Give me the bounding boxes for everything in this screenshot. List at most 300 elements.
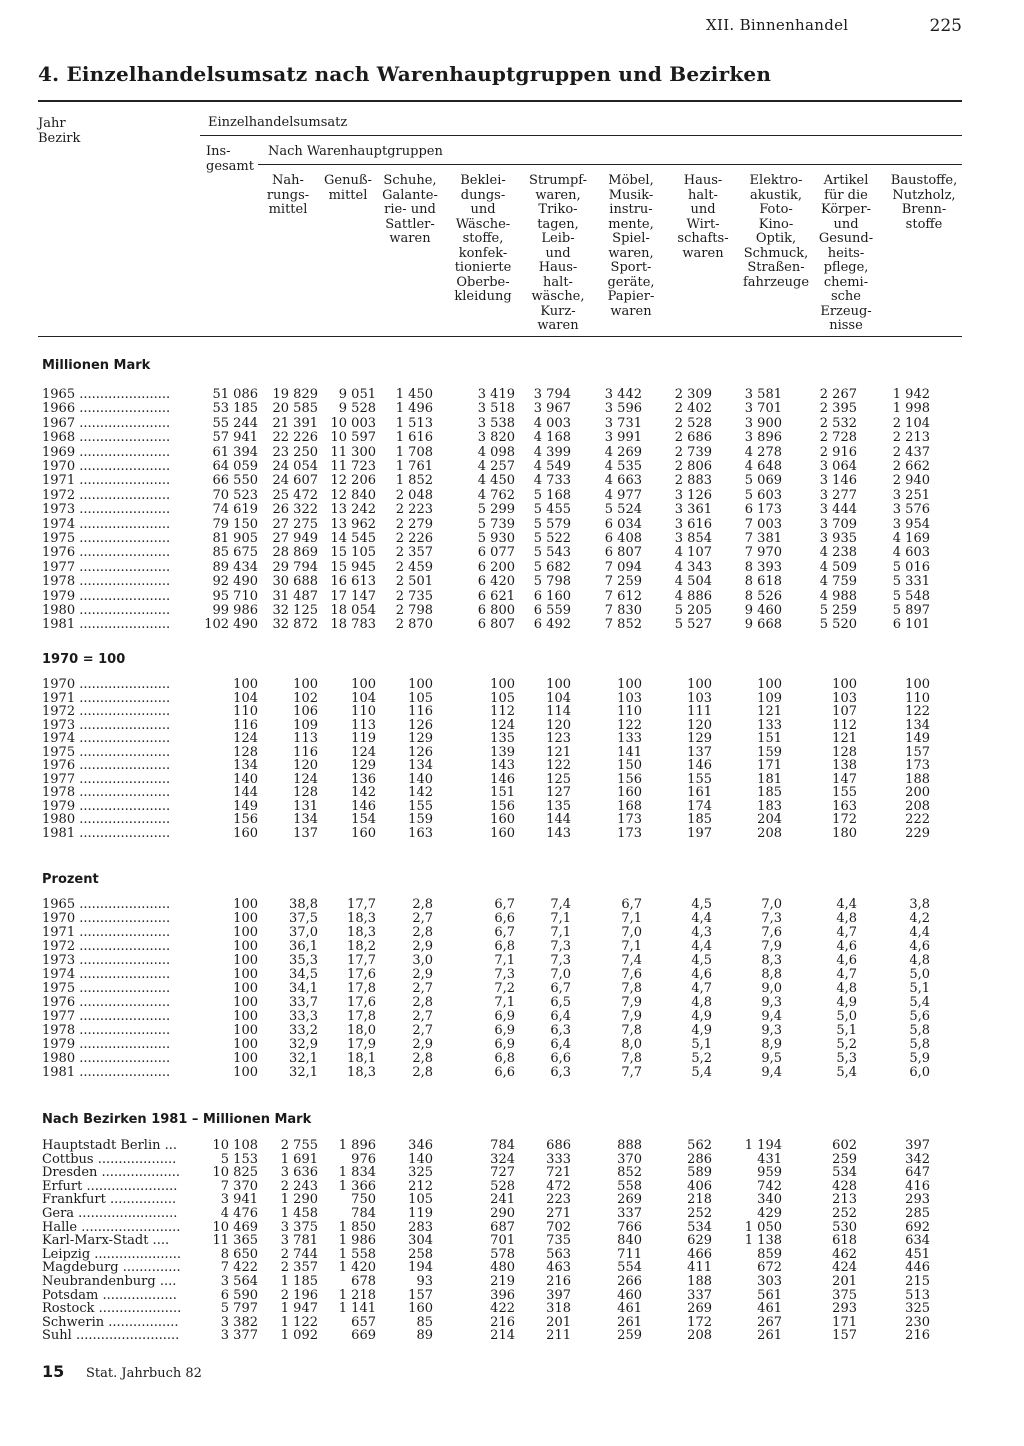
table-cell: 10 108 xyxy=(212,1138,258,1153)
table-cell: 128 xyxy=(832,744,857,760)
row-label: 1972 ...................... xyxy=(42,705,171,719)
table-cell: 293 xyxy=(905,1192,930,1208)
column-header-8: Haus- halt- und Wirt- schafts- waren xyxy=(677,173,729,261)
table-cell: 8,3 xyxy=(761,953,782,968)
table-cell: 4,3 xyxy=(691,925,712,940)
table-cell: 119 xyxy=(408,1206,433,1221)
table-cell: 3,0 xyxy=(412,953,433,968)
table-cell: 11 723 xyxy=(330,459,376,474)
table-cell: 129 xyxy=(408,731,433,746)
table-cell: 558 xyxy=(617,1178,642,1194)
row-label: Gera ........................ xyxy=(42,1207,178,1221)
row-label: 1971 ...................... xyxy=(42,474,171,489)
table-cell: 5 153 xyxy=(220,1151,258,1167)
table-cell: 629 xyxy=(687,1233,712,1249)
table-cell: 2 755 xyxy=(280,1138,318,1153)
row-label: Frankfurt ................ xyxy=(42,1193,177,1208)
table-cell: 18 054 xyxy=(330,603,376,618)
table-cell: 12 206 xyxy=(330,473,376,489)
table-cell: 4 169 xyxy=(892,531,930,546)
table-row xyxy=(0,388,1024,402)
table-cell: 17,9 xyxy=(347,1037,376,1052)
table-cell: 4,4 xyxy=(836,897,857,912)
table-cell: 201 xyxy=(546,1314,571,1330)
table-cell: 124 xyxy=(490,717,515,733)
subgroup-header: Nach Warenhauptgruppen xyxy=(268,144,443,159)
table-cell: 6,7 xyxy=(494,925,515,940)
table-cell: 2 226 xyxy=(395,531,433,546)
table-cell: 701 xyxy=(490,1233,515,1249)
table-cell: 32 872 xyxy=(272,617,318,633)
row-label: 1978 ...................... xyxy=(42,1024,171,1038)
table-cell: 6 590 xyxy=(220,1287,258,1303)
table-cell: 229 xyxy=(905,825,930,841)
table-cell: 116 xyxy=(293,744,318,760)
table-cell: 1 834 xyxy=(338,1165,376,1181)
table-cell: 3 375 xyxy=(280,1219,318,1235)
table-cell: 5 069 xyxy=(744,473,782,489)
table-row xyxy=(0,1207,1024,1221)
row-label: 1973 ...................... xyxy=(42,503,171,518)
table-cell: 129 xyxy=(351,758,376,773)
table-row xyxy=(0,954,1024,968)
table-cell: 122 xyxy=(617,717,642,733)
table-cell: 589 xyxy=(687,1165,712,1181)
table-cell: 7 370 xyxy=(220,1178,258,1194)
header-bottom-rule xyxy=(38,336,962,337)
table-cell: 32,9 xyxy=(289,1037,318,1052)
table-cell: 480 xyxy=(490,1260,515,1276)
table-cell: 160 xyxy=(617,785,642,800)
table-cell: 3 596 xyxy=(604,401,642,417)
table-cell: 100 xyxy=(233,897,258,912)
table-cell: 2,8 xyxy=(412,925,433,940)
table-cell: 241 xyxy=(490,1192,515,1208)
table-cell: 8 618 xyxy=(744,574,782,590)
table-cell: 346 xyxy=(408,1138,433,1153)
table-cell: 113 xyxy=(293,731,318,746)
table-cell: 5,4 xyxy=(691,1065,712,1080)
table-cell: 143 xyxy=(546,825,571,841)
table-cell: 7,8 xyxy=(621,1051,642,1066)
table-cell: 146 xyxy=(351,798,376,814)
table-cell: 6 420 xyxy=(477,574,515,590)
table-cell: 2,9 xyxy=(412,1037,433,1052)
table-cell: 163 xyxy=(832,798,857,814)
table-cell: 85 675 xyxy=(212,545,258,561)
table-cell: 6,8 xyxy=(494,939,515,954)
table-cell: 2,8 xyxy=(412,897,433,912)
table-cell: 100 xyxy=(490,677,515,692)
table-cell: 6 807 xyxy=(477,617,515,633)
table-cell: 100 xyxy=(233,677,258,692)
table-cell: 9,3 xyxy=(761,1023,782,1038)
table-cell: 109 xyxy=(293,717,318,733)
table-cell: 530 xyxy=(832,1219,857,1235)
table-cell: 396 xyxy=(490,1287,515,1303)
group-header: Einzelhandelsumsatz xyxy=(208,115,348,130)
row-label: 1980 ...................... xyxy=(42,1052,171,1066)
table-cell: 6,9 xyxy=(494,1023,515,1038)
table-cell: 2 501 xyxy=(395,574,433,590)
table-cell: 215 xyxy=(905,1274,930,1289)
table-row xyxy=(0,898,1024,912)
table-cell: 6,3 xyxy=(550,1023,571,1038)
table-cell: 19 829 xyxy=(272,387,318,402)
table-cell: 6 559 xyxy=(533,603,571,618)
table-cell: 160 xyxy=(351,825,376,841)
table-cell: 4 762 xyxy=(477,487,515,503)
table-cell: 5,1 xyxy=(836,1023,857,1038)
table-cell: 181 xyxy=(757,771,782,787)
table-cell: 6,7 xyxy=(494,897,515,912)
table-cell: 3 781 xyxy=(280,1233,318,1249)
table-cell: 2 739 xyxy=(674,444,712,460)
table-cell: 4,2 xyxy=(909,911,930,926)
table-cell: 3 146 xyxy=(819,473,857,489)
table-cell: 157 xyxy=(832,1328,857,1344)
table-cell: 134 xyxy=(293,812,318,827)
table-cell: 1 947 xyxy=(280,1301,318,1317)
table-cell: 2 459 xyxy=(395,559,433,575)
table-cell: 100 xyxy=(832,677,857,692)
table-cell: 27 949 xyxy=(272,531,318,546)
table-cell: 135 xyxy=(546,798,571,814)
table-cell: 4,6 xyxy=(909,939,930,954)
row-label: 1977 ...................... xyxy=(42,560,171,575)
table-cell: 103 xyxy=(687,690,712,706)
table-row xyxy=(0,705,1024,719)
row-label: Neubrandenburg .... xyxy=(42,1275,177,1289)
table-cell: 109 xyxy=(757,690,782,706)
table-cell: 513 xyxy=(905,1287,930,1303)
table-cell: 286 xyxy=(687,1151,712,1167)
table-cell: 212 xyxy=(408,1178,433,1194)
table-row xyxy=(0,1052,1024,1066)
table-cell: 4 759 xyxy=(819,574,857,590)
stub-header: Jahr Bezirk xyxy=(38,116,81,146)
table-cell: 721 xyxy=(546,1165,571,1181)
table-row xyxy=(0,604,1024,618)
table-row xyxy=(0,940,1024,954)
column-header-11: Baustoffe, Nutzholz, Brenn- stoffe xyxy=(890,173,958,232)
table-cell: 5,3 xyxy=(836,1051,857,1066)
table-cell: 188 xyxy=(905,771,930,787)
table-cell: 3 251 xyxy=(892,487,930,503)
table-cell: 3 419 xyxy=(477,387,515,402)
table-cell: 5 930 xyxy=(477,531,515,546)
table-cell: 4,9 xyxy=(836,995,857,1010)
row-label: 1965 ...................... xyxy=(42,898,171,912)
table-cell: 5,0 xyxy=(909,967,930,982)
table-cell: 340 xyxy=(757,1192,782,1208)
table-cell: 6,6 xyxy=(550,1051,571,1066)
table-cell: 111 xyxy=(687,704,712,719)
table-cell: 32 125 xyxy=(272,603,318,618)
table-cell: 183 xyxy=(757,798,782,814)
table-row xyxy=(0,786,1024,800)
table-cell: 3 941 xyxy=(220,1192,258,1208)
table-cell: 7,3 xyxy=(550,953,571,968)
row-label: 1965 ...................... xyxy=(42,388,171,402)
row-label: 1972 ...................... xyxy=(42,940,171,954)
table-cell: 2,7 xyxy=(412,911,433,926)
table-cell: 131 xyxy=(293,798,318,814)
table-cell: 112 xyxy=(490,704,515,719)
table-cell: 140 xyxy=(233,771,258,787)
column-header-1: Ins- gesamt xyxy=(206,144,254,174)
table-cell: 7 422 xyxy=(220,1260,258,1276)
table-cell: 2 279 xyxy=(395,516,433,532)
table-cell: 7,1 xyxy=(494,953,515,968)
table-cell: 136 xyxy=(351,771,376,787)
table-cell: 137 xyxy=(687,744,712,760)
table-cell: 9,4 xyxy=(761,1065,782,1080)
table-cell: 4 504 xyxy=(674,574,712,590)
table-cell: 852 xyxy=(617,1165,642,1181)
table-cell: 100 xyxy=(757,677,782,692)
table-cell: 4 603 xyxy=(892,545,930,561)
table-row xyxy=(0,489,1024,503)
table-cell: 119 xyxy=(351,731,376,746)
table-cell: 2,7 xyxy=(412,981,433,996)
table-cell: 31 487 xyxy=(272,588,318,604)
table-cell: 1 092 xyxy=(280,1328,318,1344)
table-cell: 4 107 xyxy=(674,545,712,561)
table-cell: 140 xyxy=(408,771,433,787)
table-cell: 5 603 xyxy=(744,487,782,503)
row-label: 1970 ...................... xyxy=(42,460,171,474)
table-cell: 1 141 xyxy=(338,1301,376,1317)
table-cell: 4 238 xyxy=(819,545,857,561)
table-cell: 15 105 xyxy=(330,545,376,561)
table-cell: 7 381 xyxy=(744,531,782,546)
table-cell: 74 619 xyxy=(212,502,258,518)
table-cell: 2 213 xyxy=(892,430,930,446)
table-cell: 138 xyxy=(832,758,857,773)
table-cell: 32,1 xyxy=(289,1065,318,1080)
table-cell: 155 xyxy=(408,798,433,814)
table-cell: 116 xyxy=(233,717,258,733)
table-cell: 154 xyxy=(351,812,376,827)
table-cell: 7,9 xyxy=(621,995,642,1010)
table-cell: 18,1 xyxy=(347,1051,376,1066)
table-cell: 5,4 xyxy=(836,1065,857,1080)
table-cell: 134 xyxy=(905,717,930,733)
table-cell: 461 xyxy=(617,1301,642,1317)
table-cell: 4 168 xyxy=(533,430,571,446)
row-label: 1976 ...................... xyxy=(42,759,171,773)
table-cell: 5,6 xyxy=(909,1009,930,1024)
table-row xyxy=(0,926,1024,940)
table-cell: 8 393 xyxy=(744,559,782,575)
table-cell: 188 xyxy=(687,1274,712,1289)
table-cell: 4 278 xyxy=(744,444,782,460)
table-cell: 137 xyxy=(293,825,318,841)
row-label: 1978 ...................... xyxy=(42,786,171,800)
column-header-5: Beklei- dungs- und Wäsche- stoffe, konfek- tionierte Oberbe- kleidung xyxy=(454,173,512,304)
table-cell: 258 xyxy=(408,1246,433,1262)
table-cell: 66 550 xyxy=(212,473,258,489)
table-cell: 561 xyxy=(757,1287,782,1303)
table-cell: 5,1 xyxy=(691,1037,712,1052)
table-cell: 173 xyxy=(617,812,642,827)
table-cell: 269 xyxy=(687,1301,712,1317)
table-cell: 2 357 xyxy=(280,1260,318,1276)
table-cell: 325 xyxy=(408,1165,433,1181)
table-cell: 840 xyxy=(617,1233,642,1249)
table-row xyxy=(0,678,1024,692)
table-cell: 12 840 xyxy=(330,487,376,503)
table-cell: 204 xyxy=(757,812,782,827)
row-label: 1974 ...................... xyxy=(42,732,171,746)
table-cell: 142 xyxy=(351,785,376,800)
table-cell: 5,1 xyxy=(909,981,930,996)
table-cell: 462 xyxy=(832,1246,857,1262)
table-cell: 9 051 xyxy=(338,387,376,402)
table-cell: 269 xyxy=(617,1192,642,1208)
table-cell: 14 545 xyxy=(330,531,376,546)
table-cell: 11 365 xyxy=(212,1233,258,1249)
column-header-3: Genuß- mittel xyxy=(324,173,372,203)
table-cell: 528 xyxy=(490,1178,515,1194)
table-cell: 4,4 xyxy=(691,939,712,954)
table-cell: 267 xyxy=(757,1314,782,1330)
table-row xyxy=(0,446,1024,460)
table-cell: 1 496 xyxy=(395,401,433,417)
table-cell: 30 688 xyxy=(272,574,318,590)
column-header-6: Strumpf- waren, Triko- tagen, Leib- und Haus- halt- wäsche, Kurz- waren xyxy=(528,173,588,333)
row-label: 1975 ...................... xyxy=(42,982,171,996)
table-cell: 3 442 xyxy=(604,387,642,402)
table-cell: 124 xyxy=(293,771,318,787)
table-cell: 4 399 xyxy=(533,444,571,460)
table-cell: 2 806 xyxy=(674,459,712,474)
table-row xyxy=(0,431,1024,445)
table-cell: 6 621 xyxy=(477,588,515,604)
table-cell: 10 825 xyxy=(212,1165,258,1181)
table-cell: 4,8 xyxy=(909,953,930,968)
row-label: 1981 ...................... xyxy=(42,618,171,633)
table-cell: 2,7 xyxy=(412,1009,433,1024)
table-cell: 3 967 xyxy=(533,401,571,417)
table-title: 4. Einzelhandelsumsatz nach Warenhauptgruppen und Bezirken xyxy=(38,62,772,86)
table-cell: 3 636 xyxy=(280,1165,318,1181)
table-cell: 451 xyxy=(905,1246,930,1262)
table-cell: 3 701 xyxy=(744,401,782,417)
table-cell: 126 xyxy=(408,717,433,733)
table-cell: 157 xyxy=(905,744,930,760)
table-cell: 27 275 xyxy=(272,516,318,532)
table-cell: 2 883 xyxy=(674,473,712,489)
table-cell: 7,4 xyxy=(621,953,642,968)
table-cell: 8 526 xyxy=(744,588,782,604)
table-cell: 121 xyxy=(757,704,782,719)
row-label: 1967 ...................... xyxy=(42,416,171,431)
table-cell: 5 522 xyxy=(533,531,571,546)
table-cell: 100 xyxy=(233,1023,258,1038)
table-cell: 100 xyxy=(233,995,258,1010)
table-cell: 7,6 xyxy=(621,967,642,982)
table-cell: 100 xyxy=(905,677,930,692)
table-cell: 17 147 xyxy=(330,588,376,604)
table-cell: 116 xyxy=(408,704,433,719)
table-cell: 7,8 xyxy=(621,981,642,996)
table-cell: 32,1 xyxy=(289,1051,318,1066)
table-cell: 252 xyxy=(687,1206,712,1221)
table-cell: 2 357 xyxy=(395,545,433,561)
table-cell: 2 402 xyxy=(674,401,712,417)
table-cell: 110 xyxy=(905,690,930,706)
table-cell: 149 xyxy=(233,798,258,814)
column-header-10: Artikel für die Körper- und Gesund- heits- pflege, chemi- sche Erzeug- nisse xyxy=(818,173,874,333)
page-number: 225 xyxy=(929,16,962,36)
table-cell: 100 xyxy=(233,1009,258,1024)
table-cell: 6 160 xyxy=(533,588,571,604)
table-cell: 2,9 xyxy=(412,967,433,982)
table-cell: 35,3 xyxy=(289,953,318,968)
table-cell: 2 243 xyxy=(280,1178,318,1194)
table-cell: 1 194 xyxy=(744,1138,782,1153)
table-row xyxy=(0,912,1024,926)
table-cell: 151 xyxy=(490,785,515,800)
table-cell: 342 xyxy=(905,1151,930,1167)
table-cell: 37,5 xyxy=(289,911,318,926)
table-cell: 33,2 xyxy=(289,1023,318,1038)
table-cell: 3 576 xyxy=(892,502,930,518)
column-header-4: Schuhe, Galante- rie- und Sattler- waren xyxy=(382,173,438,246)
table-cell: 121 xyxy=(546,744,571,760)
table-cell: 151 xyxy=(757,731,782,746)
table-cell: 20 585 xyxy=(272,401,318,417)
table-cell: 127 xyxy=(546,785,571,800)
table-cell: 28 869 xyxy=(272,545,318,561)
table-cell: 18,3 xyxy=(347,911,376,926)
table-cell: 134 xyxy=(233,758,258,773)
table-row xyxy=(0,474,1024,488)
table-row xyxy=(0,1139,1024,1153)
table-cell: 103 xyxy=(832,690,857,706)
table-cell: 100 xyxy=(546,677,571,692)
table-cell: 2,8 xyxy=(412,1051,433,1066)
row-label: 1973 ...................... xyxy=(42,954,171,968)
table-cell: 174 xyxy=(687,798,712,814)
row-label: Leipzig ..................... xyxy=(42,1247,182,1262)
table-cell: 122 xyxy=(546,758,571,773)
table-cell: 104 xyxy=(546,690,571,706)
table-cell: 3 361 xyxy=(674,502,712,518)
table-cell: 107 xyxy=(832,704,857,719)
table-cell: 2 048 xyxy=(395,487,433,503)
table-cell: 2 870 xyxy=(395,617,433,633)
table-cell: 7 003 xyxy=(744,516,782,532)
row-label: 1976 ...................... xyxy=(42,546,171,561)
section-title: Millionen Mark xyxy=(42,358,151,373)
table-cell: 100 xyxy=(408,677,433,692)
table-cell: 140 xyxy=(408,1151,433,1167)
table-row xyxy=(0,968,1024,982)
table-cell: 121 xyxy=(832,731,857,746)
table-cell: 9,0 xyxy=(761,981,782,996)
row-label: 1975 ...................... xyxy=(42,745,171,760)
table-cell: 271 xyxy=(546,1206,571,1221)
row-label: 1979 ...................... xyxy=(42,589,171,604)
table-cell: 7,0 xyxy=(761,897,782,912)
table-cell: 5 016 xyxy=(892,559,930,575)
table-cell: 7,1 xyxy=(550,911,571,926)
table-cell: 11 300 xyxy=(330,444,376,460)
table-cell: 123 xyxy=(546,731,571,746)
